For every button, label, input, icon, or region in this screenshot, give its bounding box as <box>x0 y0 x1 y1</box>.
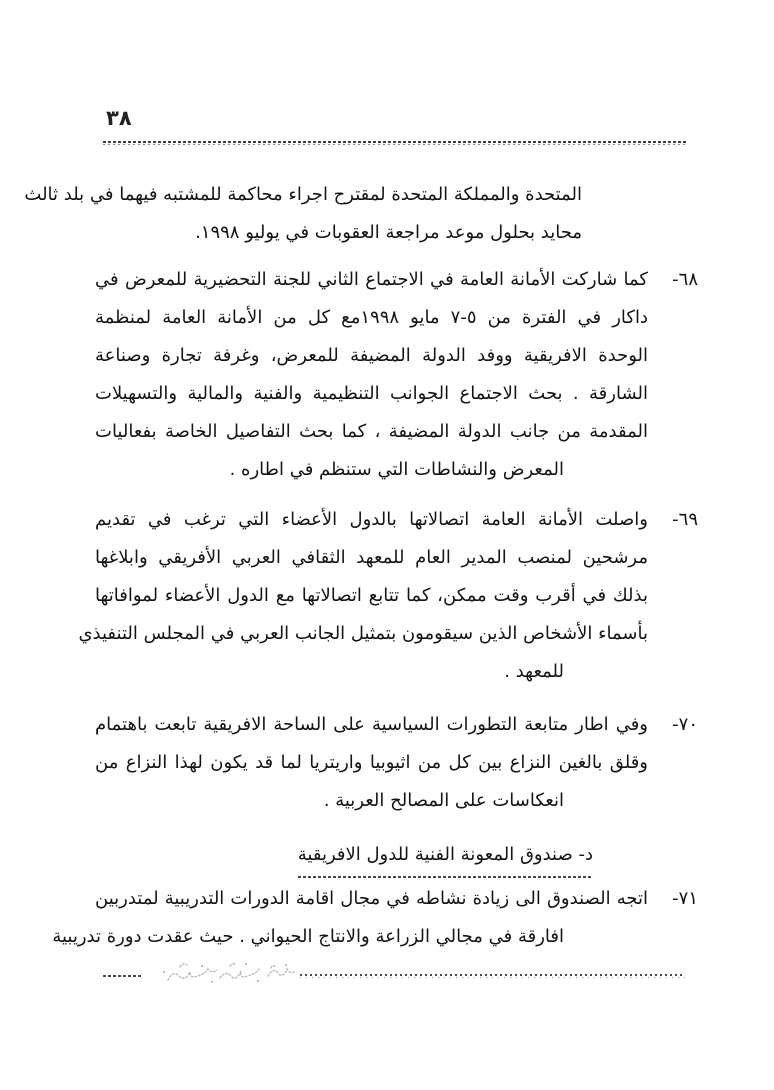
text-line: المعرض والنشاطات التي ستنظم في اطاره . <box>229 459 564 480</box>
footer-dash-rule <box>103 975 143 978</box>
text-line: المتحدة والمملكة المتحدة لمقترح اجراء محاكمة للمشتبه فيهما في بلد ثالث <box>24 184 582 205</box>
numbered-paragraph <box>78 501 698 691</box>
page-number: ٣٨ <box>106 106 132 130</box>
text-line: بأسماء الأشخاص الذين سيقومون بتمثيل الجانب العربي في المجلس التنفيذي <box>78 623 648 644</box>
text-line: المقدمة من جانب الدولة المضيفة ، كما بحث التفاصيل الخاصة بفعاليات <box>95 421 648 442</box>
paragraph-number: ٧١- <box>672 888 698 909</box>
text-line: للمعهد . <box>504 661 564 682</box>
paragraph-number: ٧٠- <box>672 714 698 735</box>
numbered-paragraph <box>52 880 698 956</box>
footer-dotted-rule <box>300 974 685 978</box>
text-line: بذلك في أقرب وقت ممكن، كما تتابع اتصالاتها مع الدول الأعضاء لموافاتها <box>95 585 648 606</box>
text-line: وفي اطار متابعة التطورات السياسية على الساحة الافريقية تابعت باهتمام <box>95 714 648 735</box>
paragraph-number: ٦٨- <box>672 269 698 290</box>
text-line: واصلت الأمانة العامة اتصالاتها بالدول الأعضاء التي ترغب في تقديم <box>95 509 648 530</box>
text-line: كما شاركت الأمانة العامة في الاجتماع الثاني للجنة التحضيرية للمعرض في <box>95 269 648 290</box>
handwriting-marks-icon <box>150 954 300 992</box>
numbered-paragraph <box>95 706 698 820</box>
header-rule <box>103 141 688 147</box>
paragraph-number: ٦٩- <box>672 509 698 530</box>
text-line: مرشحين لمنصب المدير العام للمعهد الثقافي العربي الأفريقي وابلاغها <box>95 547 648 568</box>
document-body <box>24 176 698 956</box>
numbered-paragraph <box>95 261 698 489</box>
text-line: وقلق بالغين النزاع بين كل من اثيوبيا واريتريا لما قد يكون لهذا النزاع من <box>95 752 648 773</box>
section-heading-text: د- صندوق المعونة الفنية للدول الافريقية <box>298 840 593 878</box>
text-line: داكار في الفترة من ٥-٧ مايو ١٩٩٨مع كل من الأمانة العامة لمنظمة <box>95 307 648 328</box>
text-line: افارقة في مجالي الزراعة والانتاج الحيواني . حيث عقدت دورة تدريبية <box>52 926 564 947</box>
text-line: محايد بحلول موعد مراجعة العقوبات في يوليو ١٩٩٨. <box>195 222 582 243</box>
text-line: اتجه الصندوق الى زيادة نشاطه في مجال اقامة الدورات التدريبية لمتدربين <box>95 888 648 909</box>
text-line: الوحدة الافريقية ووفد الدولة المضيفة للمعرض، وغرفة تجارة وصناعة <box>95 345 648 366</box>
section-heading <box>95 840 593 880</box>
text-line: انعكاسات على المصالح العربية . <box>323 790 564 811</box>
text-line: الشارقة . بحث الاجتماع الجوانب التنظيمية والفنية والمالية والتسهيلات <box>95 383 648 404</box>
continuation-paragraph <box>24 176 582 252</box>
